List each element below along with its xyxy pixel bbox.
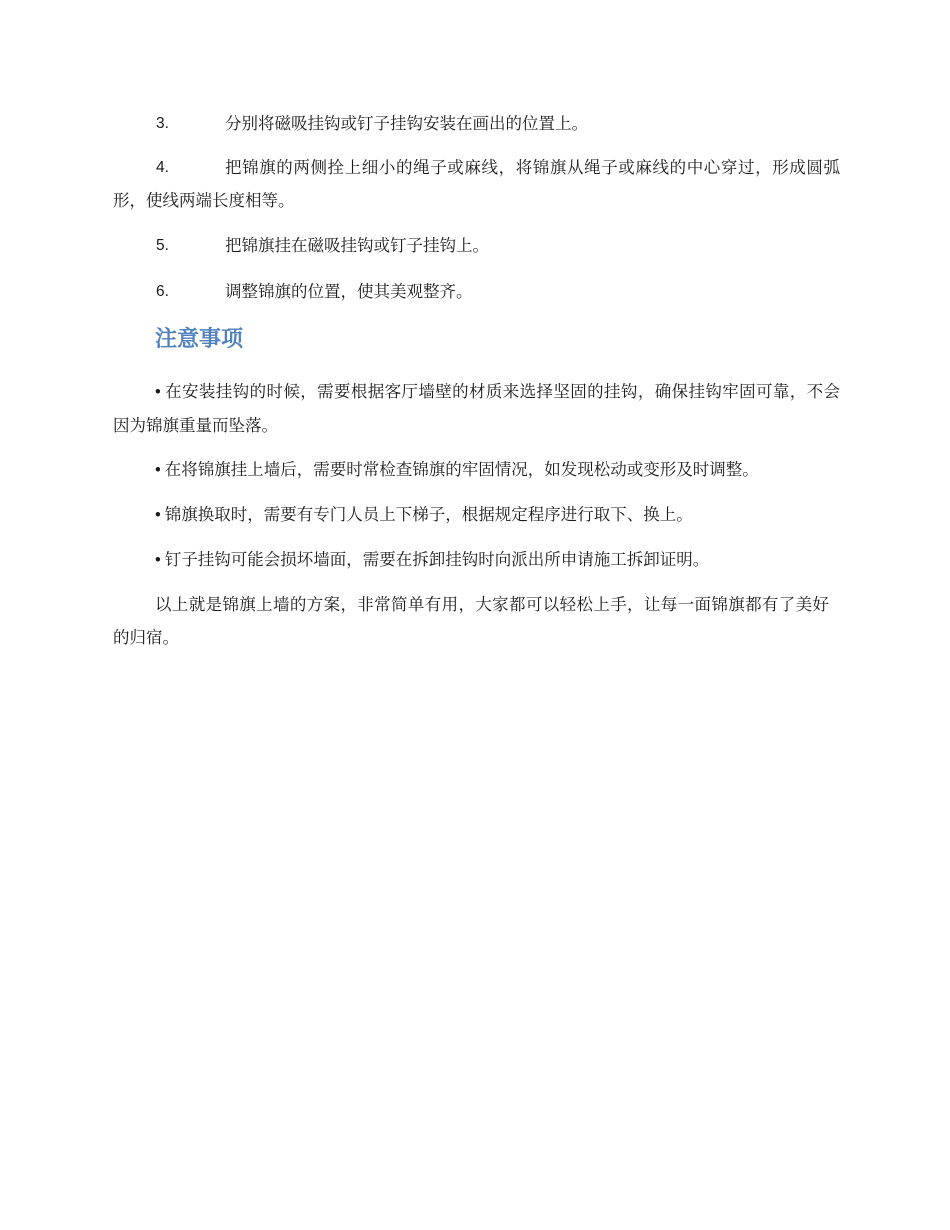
note-item (113, 375, 840, 442)
note-text: 钉子挂钩可能会损坏墙面，需要在拆卸挂钩时向派出所申请施工拆卸证明。 (164, 550, 710, 569)
note-item (113, 498, 840, 532)
bullet-icon: • (155, 551, 161, 569)
section-heading: 注意事项 (155, 327, 244, 352)
step-text: 调整锦旗的位置，使其美观整齐。 (225, 282, 473, 301)
step-item (113, 107, 840, 140)
step-number: 6. (156, 283, 169, 300)
step-item (113, 275, 840, 308)
note-text: 在将锦旗挂上墙后，需要时常检查锦旗的牢固情况，如发现松动或变形及时调整。 (164, 460, 759, 479)
step-text: 把锦旗的两侧拴上细小的绳子或麻线，将锦旗从绳子或麻线的中心穿过，形成圆弧形，使线两端长度相等。 (113, 158, 840, 210)
note-item (113, 543, 840, 577)
bullet-icon: • (155, 506, 161, 524)
step-number: 4. (156, 159, 169, 176)
step-number: 5. (156, 237, 169, 254)
note-text: 在安装挂钩的时候，需要根据客厅墙壁的材质来选择坚固的挂钩，确保挂钩牢固可靠，不会因为锦旗重量而坠落。 (113, 382, 840, 435)
note-item (113, 453, 840, 487)
bullet-icon: • (155, 383, 161, 401)
bullet-icon: • (155, 461, 161, 479)
note-text: 锦旗换取时，需要有专门人员上下梯子，根据规定程序进行取下、换上。 (164, 505, 693, 524)
step-text: 把锦旗挂在磁吸挂钩或钉子挂钩上。 (225, 236, 489, 255)
closing-paragraph: 以上就是锦旗上墙的方案，非常简单有用，大家都可以轻松上手，让每一面锦旗都有了美好的归宿。 (113, 595, 829, 647)
step-item (113, 151, 840, 217)
step-item (113, 229, 840, 262)
step-text: 分别将磁吸挂钩或钉子挂钩安装在画出的位置上。 (225, 114, 588, 133)
step-number: 3. (156, 115, 169, 132)
